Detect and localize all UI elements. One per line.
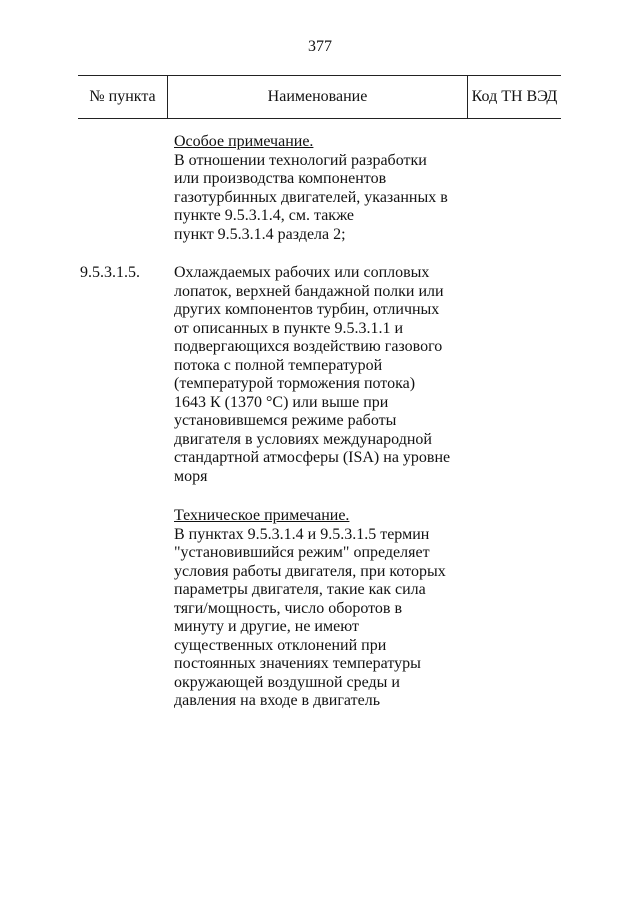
special-note-line: пункт 9.5.3.1.4 раздела 2;: [174, 225, 346, 243]
item-line: подвергающихся воздействию газового: [174, 338, 443, 355]
technical-note-line: постоянных значениях температуры: [174, 655, 421, 672]
special-note-line: В отношении технологий разработки: [174, 151, 427, 169]
item-line: 1643 К (1370 °С) или выше при: [174, 393, 389, 411]
item-line: стандартной атмосферы (ISA) на уровне: [174, 449, 451, 466]
item-line: установившемся режиме работы: [174, 412, 397, 429]
item-line: моря: [174, 467, 208, 485]
technical-note-line: существенных отклонений при: [174, 636, 387, 654]
technical-note-line: минуту и другие, не имеют: [174, 618, 359, 635]
special-note-line: газотурбинных двигателей, указанных в: [174, 188, 448, 206]
special-note-line: пункте 9.5.3.1.4, см. также: [174, 207, 355, 224]
technical-note-line: окружающей воздушной среды и: [174, 673, 400, 691]
special-note-line: или производства компонентов: [174, 170, 387, 187]
item-number: 9.5.3.1.5.: [80, 264, 140, 281]
special-note: [174, 133, 448, 244]
technical-note-line: тяги/мощность, число оборотов в: [174, 599, 403, 617]
item-line: лопаток, верхней бандажной полки или: [174, 282, 444, 300]
table-header: [78, 75, 561, 119]
technical-note-line: давления на входе в двигатель: [174, 692, 380, 709]
technical-note-heading: Техническое примечание.: [174, 507, 350, 524]
item-line: двигателя в условиях международной: [174, 430, 432, 448]
header-code: Код ТН ВЭД: [471, 88, 558, 105]
header-item-number: № пункта: [78, 76, 168, 118]
item-line: (температурой торможения потока): [174, 375, 416, 392]
item-line: потока с полной температурой: [174, 356, 383, 374]
header-name: Наименование: [168, 76, 468, 118]
item-line: других компонентов турбин, отличных: [174, 301, 440, 318]
technical-note: [174, 507, 446, 711]
technical-note-line: параметры двигателя, такие как сила: [174, 581, 426, 598]
item-line: Охлаждаемых рабочих или сопловых: [174, 264, 430, 281]
item-line: от описанных в пункте 9.5.3.1.1 и: [174, 319, 404, 337]
technical-note-line: В пунктах 9.5.3.1.4 и 9.5.3.1.5 термин: [174, 525, 430, 543]
technical-note-line: "установившийся режим" определяет: [174, 544, 430, 561]
special-note-heading: Особое примечание.: [174, 133, 314, 150]
item-description: [174, 264, 450, 486]
technical-note-line: условия работы двигателя, при которых: [174, 562, 446, 580]
page-number: 377: [308, 38, 332, 55]
